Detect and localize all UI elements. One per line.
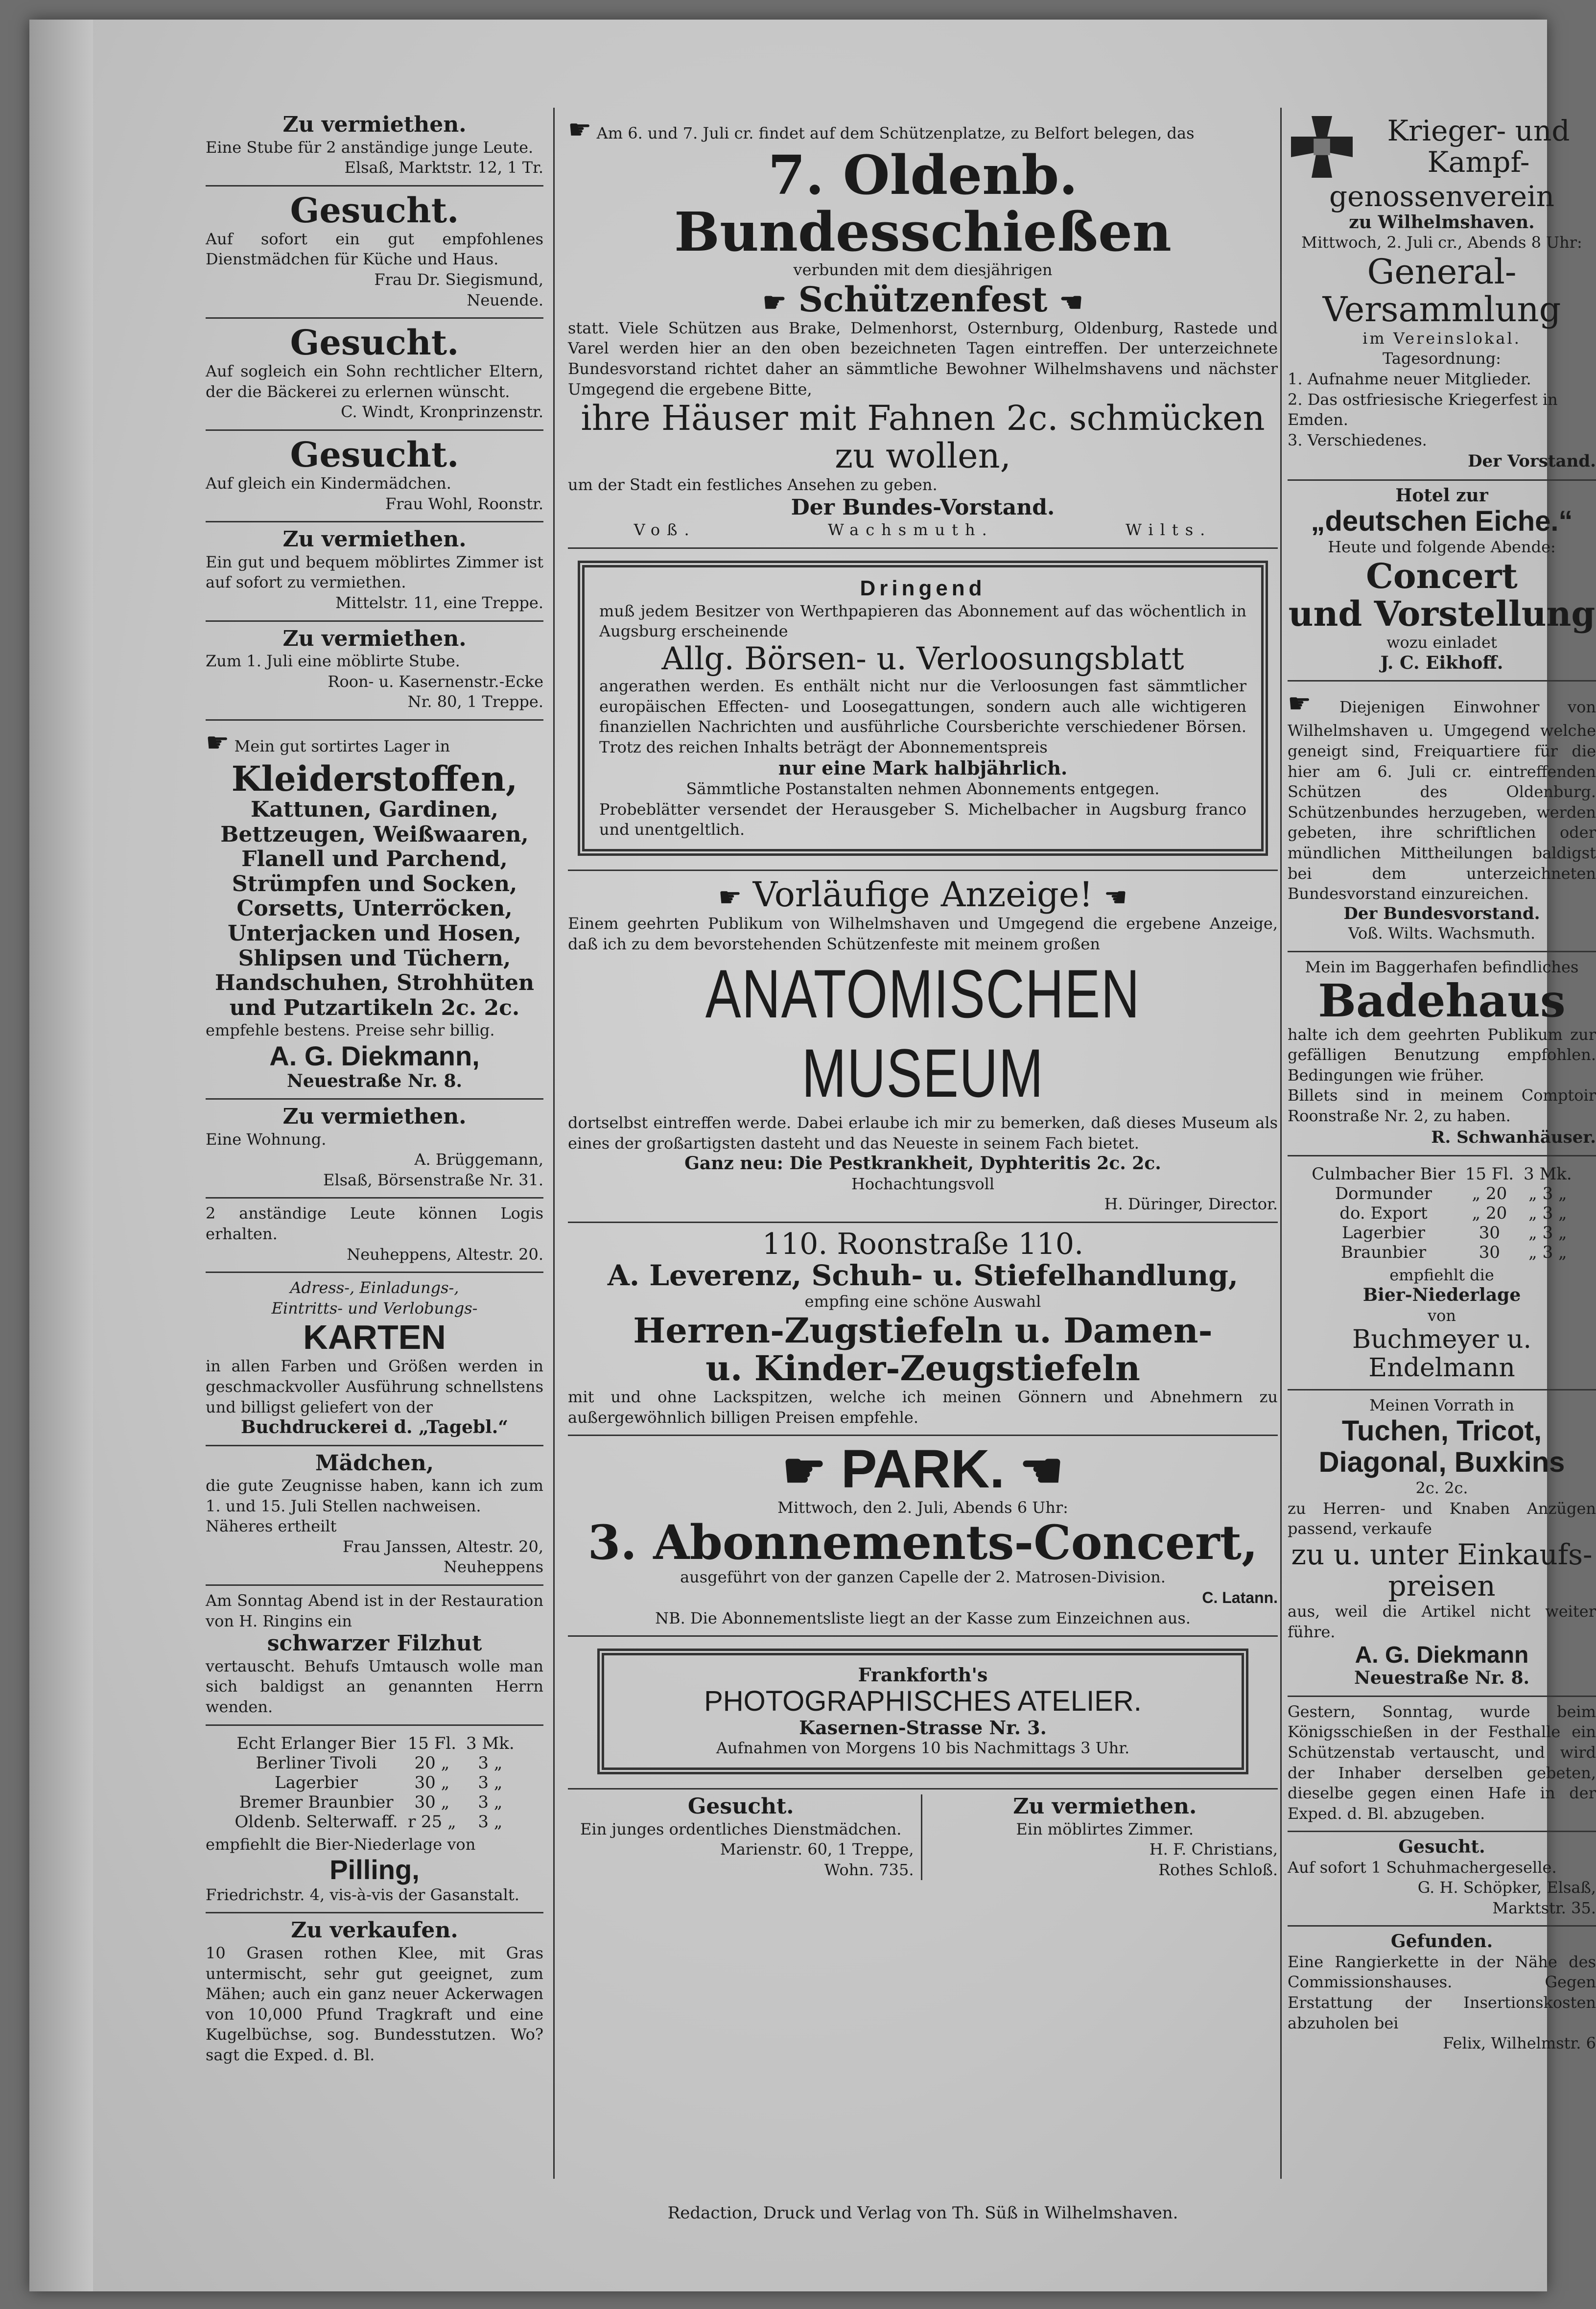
ad-headline: zu u. unter Einkaufs- <box>1291 1537 1593 1571</box>
table-cell: Berliner Tivoli <box>256 1753 377 1773</box>
ad-title: PARK. <box>841 1439 1005 1500</box>
ad-headline: Diagonal, Buxkins <box>1318 1446 1565 1479</box>
table-row <box>1307 1184 1576 1203</box>
ad-text: Auf sofort 1 Schuhmachergeselle. <box>1288 1858 1557 1877</box>
price-table <box>230 1734 519 1832</box>
ad-text: ausgeführt von der ganzen Capelle der 2. Matrosen-Division. <box>680 1568 1166 1587</box>
ad-address: Elsaß, Marktstr. 12, 1 Tr. <box>344 158 543 177</box>
ad-headline: Tuchen, Tricot, <box>1341 1415 1542 1447</box>
ad-title: Zu verkaufen. <box>291 1918 458 1943</box>
table-cell: 15 Fl. <box>407 1733 457 1753</box>
column-right <box>1288 108 1596 2061</box>
table-row <box>1307 1223 1576 1243</box>
ad-title: Kampf- <box>1427 145 1530 179</box>
ad-gesucht-2 <box>206 319 543 431</box>
ad-headline: Badehaus <box>1318 974 1566 1028</box>
table-cell: 30 „ <box>414 1772 450 1792</box>
ad-title: Zu vermiethen. <box>282 112 467 137</box>
ad-subline: wozu einladet <box>1386 633 1497 652</box>
ad-text: Am Sonntag Abend ist in der Restauration von H. Ringins ein <box>206 1591 543 1630</box>
table-row <box>230 1734 519 1753</box>
ad-intro-line <box>568 113 1278 147</box>
ad-signature: H. F. Christians, <box>1149 1840 1278 1859</box>
ad-headline: KARTEN <box>303 1318 446 1357</box>
ad-line: Handschuhen, Strohhüten <box>215 970 534 996</box>
ad-signature: Felix, Wilhelmstr. 6 <box>1443 2034 1596 2053</box>
ad-signature: Frau Janssen, Altestr. 20, <box>342 1537 543 1556</box>
ad-bier-pilling <box>206 1726 543 1914</box>
ad-kleiderstoffe <box>206 721 543 1100</box>
pointing-hand-left-icon: ☚ <box>1019 1443 1064 1499</box>
table-cell: 3 „ <box>478 1812 503 1832</box>
ad-text: dortselbst eintreffen werde. Dabei erlaube ich mir zu bemerken, daß dieses Museum als eines der großartigsten dasteht und das Neueste in seinem Fach bietet. <box>568 1113 1278 1153</box>
table-cell: do. Export <box>1339 1203 1428 1223</box>
ad-text: in allen Farben und Größen werden in geschmackvoller Ausführung schnellstens und billigst geliefert von der <box>206 1357 543 1416</box>
ad-header-text <box>1361 116 1596 178</box>
ad-headline: Concert <box>1366 556 1518 597</box>
ad-title: Zu vermiethen. <box>1013 1793 1197 1819</box>
ad-text: Auf sofort ein gut empfohlenes Dienstmädchen für Küche und Haus. <box>206 229 543 269</box>
ad-names <box>568 520 1278 541</box>
ad-title: PHOTOGRAPHISCHES ATELIER. <box>704 1685 1142 1717</box>
ad-signature: Buchdruckerei d. „Tagebl.“ <box>241 1417 508 1438</box>
ad-text: 10 Grasen rothen Klee, mit Gras untermischt, sehr gut geeignet, zum Mähen; auch ein ganz neuer Ackerwagen von 10,000 Pfund Tragkraft und eine Kugelbüchse, sog. Bundesstutzen. Wo? sagt die Exped. d. Bl. <box>206 1944 543 2064</box>
table-cell: Oldenb. Selterwaff. <box>235 1812 398 1832</box>
ad-signature: G. H. Schöpker, Elsaß, <box>1417 1878 1596 1897</box>
ad-line: Kattunen, Gardinen, <box>250 797 499 823</box>
ad-signature: C. Latann. <box>1202 1588 1278 1606</box>
ad-intro-line <box>206 726 543 760</box>
ad-address: Rothes Schloß. <box>1158 1860 1278 1879</box>
pointing-hand-icon: ☛ <box>762 286 787 318</box>
ad-text: Ein junges ordentliches Dienstmädchen. <box>580 1819 902 1838</box>
ad-headline: General- <box>1367 251 1517 292</box>
ad-headline: Allg. Börsen- u. Verloosungsblatt <box>661 640 1184 677</box>
ad-text: Einem geehrten Publikum von Wilhelmshaven und Umgegend die ergebene Anzeige, daß ich zu dem bevorstehenden Schützenfeste mit meinem großen <box>568 914 1278 953</box>
ad-kriegerverein <box>1288 108 1596 481</box>
ad-subline: verbunden mit dem diesjährigen <box>793 260 1053 280</box>
ad-zu-vermiethen-3 <box>206 622 543 721</box>
ornamental-frame <box>597 1649 1248 1774</box>
pointing-hand-icon: ☛ <box>718 881 742 913</box>
table-cell: 30 <box>1479 1223 1500 1243</box>
table-cell: „ 3 „ <box>1528 1183 1567 1203</box>
ad-title: Gesucht. <box>1398 1837 1485 1858</box>
ad-line: Adress-, Einladungs-, <box>290 1278 459 1297</box>
ad-address: Kasernen-Strasse Nr. 3. <box>799 1716 1047 1739</box>
ad-name: Bier-Niederlage <box>1362 1285 1521 1306</box>
table-row <box>230 1812 519 1832</box>
ad-maedchen <box>206 1446 543 1586</box>
ad-name: Frankforth's <box>858 1664 988 1686</box>
table-cell: 3 Mk. <box>1524 1164 1572 1184</box>
ad-badehaus <box>1288 952 1596 1156</box>
ad-bundesschiessen <box>568 108 1278 549</box>
ad-title: Gefunden. <box>1390 1931 1493 1952</box>
ad-headline: zu wollen, <box>835 436 1011 476</box>
ad-address: Neuestraße Nr. 8. <box>286 1070 463 1091</box>
column-center <box>568 108 1278 1887</box>
ad-place: Neuheppens <box>443 1557 543 1577</box>
column-rule <box>1280 108 1282 2179</box>
table-row <box>1307 1203 1576 1223</box>
ad-address: Marktstr. 35. <box>1492 1898 1596 1917</box>
table-cell: Dormunder <box>1335 1183 1432 1203</box>
ad-text: Auf gleich ein Kindermädchen. <box>206 473 451 493</box>
table-cell: Lagerbier <box>1341 1223 1425 1243</box>
pointing-hand-left-icon: ☚ <box>1059 286 1083 318</box>
table-row <box>1307 1243 1576 1262</box>
ad-text: mit und ohne Lackspitzen, welche ich meinen Gönnern und Abnehmern zu außergewöhnlich billigen Preisen empfehle. <box>568 1388 1278 1427</box>
ad-title: Gesucht. <box>290 189 459 231</box>
ad-text: Eine Wohnung. <box>206 1130 327 1149</box>
ad-hours: Aufnahmen von Morgens 10 bis Nachmittags 3 Uhr. <box>716 1739 1130 1758</box>
ad-intro: Meinen Vorrath in <box>1369 1395 1514 1414</box>
ad-text: Probeblätter versendet der Herausgeber S. Michelbacher in Augsburg franco und unentgeltlich. <box>599 800 1246 839</box>
ad-agenda-title: Tagesordnung: <box>1383 349 1501 368</box>
ad-note: NB. Die Abonnementsliste liegt an der Kasse zum Einzeichnen aus. <box>655 1608 1191 1627</box>
ad-text: Ein möblirtes Zimmer. <box>1016 1819 1194 1838</box>
ad-address: Elsaß, Börsenstraße Nr. 31. <box>323 1170 543 1189</box>
ad-header <box>1288 113 1596 181</box>
ad-text: halte ich dem geehrten Publikum zur gefälligen Benutzung empfohlen. Bedingungen wie früher. <box>1288 1025 1596 1084</box>
ad-fest-line <box>568 281 1278 318</box>
ad-title: Gesucht. <box>687 1793 794 1819</box>
table-cell: r 25 „ <box>407 1812 456 1832</box>
ad-address: Neuheppens, Altestr. 20. <box>347 1245 543 1264</box>
ad-freiquartiere <box>1288 682 1596 952</box>
ad-price: nur eine Mark halbjährlich. <box>778 757 1068 779</box>
column-rule <box>553 108 555 2179</box>
ad-text: empfiehlt die Bier-Niederlage von <box>206 1835 476 1854</box>
ad-anatomisches-museum <box>568 871 1278 1223</box>
ad-text: angerathen werden. Es enthält nicht nur die Verloosungen fast sämmtlicher europäischen Effecten- und Loosegattungen, sondern auch alle wichtigeren finanziellen Nachrichten und ausführliche Coursberichte verschiedener Börsen. Trotz des reichen Inhalts beträgt der Abonnementspreis <box>599 677 1246 756</box>
iron-cross-icon <box>1288 113 1356 181</box>
ad-headline: schwarzer Filzhut <box>267 1631 482 1656</box>
ad-text: Gestern, Sonntag, wurde beim Königsschießen in der Festhalle ein Schützenstab vertauscht, und wird der Inhaber derselben gebeten, dieselbe gegen einen Hafe in der Exped. d. Bl. abzugeben. <box>1288 1702 1596 1823</box>
ad-intro: Am 6. und 7. Juli cr. findet auf dem Schützenplatze, zu Belfort belegen, das <box>596 124 1195 142</box>
ad-text: Eine Stube für 2 anständige junge Leute. <box>206 138 534 157</box>
ad-address: Neuestraße Nr. 8. <box>1354 1668 1530 1689</box>
ornamental-frame <box>578 561 1268 856</box>
ad-zu-vermiethen-1 <box>206 108 543 187</box>
ad-karten <box>206 1273 543 1446</box>
ad-headline: 3. Abonnements-Concert, <box>587 1514 1258 1570</box>
ad-line: Flanell und Parchend, <box>241 847 508 872</box>
ad-tuchen <box>1288 1390 1596 1697</box>
ad-place: im Vereinslokal. <box>1362 329 1521 348</box>
ad-title: Vorläufige Anzeige! <box>752 874 1093 915</box>
ad-name: Wilts. <box>1126 520 1212 540</box>
ad-signature: R. Schwanhäuser. <box>1431 1127 1596 1147</box>
ad-signature: A. G. Diekmann, <box>269 1040 480 1071</box>
ad-address: Nr. 80, 1 Treppe. <box>407 692 543 711</box>
ad-subline: empfing eine schöne Auswahl <box>804 1292 1041 1311</box>
table-cell: Braunbier <box>1340 1242 1427 1262</box>
ad-schuetzenstab <box>1288 1697 1596 1833</box>
ad-zu-vermiethen-5 <box>932 1794 1278 1880</box>
table-cell: Echt Erlanger Bier <box>236 1733 396 1753</box>
ad-signature: Der Bundesvorstand. <box>1343 903 1540 923</box>
ad-subline: Heute und folgende Abende: <box>1328 537 1556 556</box>
ad-row-small <box>568 1790 1278 1887</box>
ad-gefunden <box>1288 1927 1596 2060</box>
ad-address: Mittelstr. 11, eine Treppe. <box>335 593 543 612</box>
ad-text: Hochachtungsvoll <box>851 1174 995 1193</box>
ad-text: muß jedem Besitzer von Werthpapieren das Abonnement auf das wöchentlich in Augsburg erscheinende <box>599 601 1246 641</box>
ad-subline: 2c. 2c. <box>1415 1479 1468 1497</box>
ad-title: Gesucht. <box>290 434 459 475</box>
table-cell: 30 „ <box>414 1792 450 1812</box>
ad-leverenz <box>568 1223 1278 1437</box>
column-left <box>206 108 543 2073</box>
ad-title: Zu vermiethen. <box>282 527 467 552</box>
ad-text: Diejenigen Einwohner von Wilhelmshaven u. Umgegend welche geneigt sind, Freiquartiere für die hier am 6. Juli cr. eintreffenden Schützen des Oldenburg. Schützenbundes herzugeben, werden gebeten, ihre schriftlichen oder mündlichen Mittheilungen baldigst bei dem unterzeichneten Bundesvorstand einzureichen. <box>1288 698 1596 903</box>
ad-boersenblatt <box>568 549 1278 871</box>
ad-signature: C. Windt, Kronprinzenstr. <box>341 402 543 422</box>
ad-text: Näheres ertheilt <box>206 1517 337 1536</box>
ad-signature: Der Bundes-Vorstand. <box>791 495 1055 520</box>
ad-line: Eintritts- und Verlobungs- <box>271 1298 478 1318</box>
ad-zu-vermiethen-4 <box>206 1100 543 1199</box>
ad-signature: Frau Wohl, Roonstr. <box>385 494 543 513</box>
ad-text: Sämmtliche Postanstalten nehmen Abonnements entgegen. <box>686 779 1160 799</box>
ad-text: aus, weil die Artikel nicht weiter führe. <box>1288 1602 1596 1641</box>
agenda-item: 1. Aufnahme neuer Mitglieder. <box>1288 369 1531 388</box>
ad-headline: u. Kinder-Zeugstiefeln <box>705 1348 1140 1389</box>
table-cell: „ 3 „ <box>1528 1223 1567 1243</box>
ad-signature: Buchmeyer u. Endelmann <box>1352 1325 1531 1383</box>
agenda-item: 2. Das ostfriesische Kriegerfest in Emden. <box>1288 390 1558 429</box>
ad-line: Bettzeugen, Weißwaaren, <box>220 822 529 847</box>
table-cell: „ 3 „ <box>1528 1242 1567 1262</box>
ad-intro: Mein im Baggerhafen befindliches <box>1305 957 1579 976</box>
ad-title: Mädchen, <box>315 1450 434 1476</box>
ad-title: Zu vermiethen. <box>282 626 467 651</box>
table-cell: 3 „ <box>478 1753 503 1773</box>
table-cell: 20 „ <box>414 1753 450 1773</box>
ad-headline: ANATOMISCHEN MUSEUM <box>705 955 1141 1112</box>
ad-signature: A. Brüggemann, <box>414 1150 543 1169</box>
pointing-hand-icon: ☛ <box>568 114 592 145</box>
table-cell: Lagerbier <box>274 1772 358 1792</box>
ad-headline: ihre Häuser mit Fahnen 2c. schmücken <box>581 398 1265 439</box>
ad-line: Unterjacken und Hosen, <box>228 921 521 946</box>
pointing-hand-icon: ☛ <box>782 1443 826 1499</box>
ad-text: empfehle bestens. Preise sehr billig. <box>206 1021 495 1040</box>
ad-title: Gesucht. <box>290 322 459 363</box>
ad-title-line <box>568 876 1278 914</box>
ad-place: Neuende. <box>467 290 543 309</box>
table-cell: 3 „ <box>478 1772 503 1792</box>
ad-address: Marienstr. 60, 1 Treppe, <box>720 1840 914 1859</box>
ad-line: und Putzartikeln 2c. 2c. <box>229 995 520 1020</box>
ad-deutsche-eiche <box>1288 481 1596 682</box>
ad-filzhut <box>206 1586 543 1726</box>
ad-gesucht-5 <box>1288 1832 1596 1927</box>
pointing-hand-icon: ☛ <box>206 727 230 758</box>
pointing-hand-icon: ☛ <box>1288 688 1312 719</box>
ad-headline: und Vorstellung <box>1288 593 1596 635</box>
ad-text: Eine Rangierkette in der Nähe des Commissionshauses. Gegen Erstattung der Insertionskosten abzuholen bei <box>1288 1952 1596 2032</box>
page-edge <box>29 20 93 2291</box>
ad-address: Wohn. 735. <box>824 1860 914 1879</box>
ad-title: genossenverein <box>1329 180 1554 213</box>
ad-text: empfiehlt die <box>1389 1265 1494 1284</box>
ad-headline: Herren-Zugstiefeln u. Damen- <box>633 1310 1213 1351</box>
ad-text: vertauscht. Behufs Umtausch wolle man sich baldigst an genannten Herrn wenden. <box>206 1656 543 1717</box>
ad-date: Mittwoch, 2. Juli cr., Abends 8 Uhr: <box>1301 233 1582 252</box>
table-cell: „ 20 <box>1472 1183 1507 1203</box>
ad-signature: Der Vorstand. <box>1468 451 1596 471</box>
ad-line: Strümpfen und Socken, <box>232 871 517 896</box>
ad-address: Roon- u. Kasernenstr.-Ecke <box>328 672 543 691</box>
ad-name: Voß. <box>634 520 696 540</box>
ad-line: Shlipsen und Tüchern, <box>238 945 511 971</box>
ad-gesucht-3 <box>206 431 543 522</box>
ad-title: Krieger- und <box>1387 114 1570 148</box>
ad-logis <box>206 1199 543 1273</box>
ad-signature: J. C. Eikhoff. <box>1380 652 1503 673</box>
table-row <box>230 1773 519 1792</box>
ad-signature: Pilling, <box>329 1854 420 1885</box>
agenda-item: 3. Verschiedenes. <box>1288 430 1427 449</box>
ad-address: Friedrichstr. 4, vis-à-vis der Gasanstalt. <box>206 1885 519 1904</box>
ad-headline: Versammlung <box>1322 289 1561 330</box>
ad-date: Mittwoch, den 2. Juli, Abends 6 Uhr: <box>777 1498 1068 1517</box>
ad-headline-wrap <box>568 954 1278 1113</box>
price-table <box>1307 1164 1576 1262</box>
ad-signature: A. Leverenz, Schuh- u. Stiefelhandlung, <box>607 1258 1239 1292</box>
table-cell: „ 3 „ <box>1528 1203 1567 1223</box>
ad-headline: 7. Oldenb. Bundesschießen <box>674 143 1172 263</box>
ad-gesucht-1 <box>206 187 543 319</box>
ad-text: 2 anständige Leute können Logis erhalten. <box>206 1204 543 1243</box>
table-cell: 3 Mk. <box>466 1733 515 1753</box>
ad-text: statt. Viele Schützen aus Brake, Delmenhorst, Osternburg, Oldenburg, Rastede und Varel werden hier an den oben bezeichneten Tagen eintreffen. Der unterzeichnete Bundesvorstand richtet daher an sämmtliche Bewohner Wilhelmshavens und nächster Umgegend die ergebene Bitte, <box>568 318 1278 399</box>
ad-park-concert <box>568 1436 1278 1637</box>
ad-headline: preisen <box>1388 1569 1496 1602</box>
ad-zu-verkaufen <box>206 1913 543 2072</box>
ad-text: Zum 1. Juli eine möblirte Stube. <box>206 652 460 671</box>
ad-names: Voß. Wilts. Wachsmuth. <box>1348 923 1536 942</box>
ad-text: von <box>1428 1306 1456 1325</box>
ad-line: Corsetts, Unterröcken, <box>236 896 513 921</box>
ad-subtitle: zu Wilhelmshaven. <box>1349 212 1535 233</box>
ad-text: um der Stadt ein festliches Ansehen zu geben. <box>568 475 938 495</box>
table-cell: 3 „ <box>478 1792 503 1812</box>
table-row <box>230 1792 519 1812</box>
ad-headline: Kleiderstoffen, <box>231 758 518 800</box>
ad-photo-atelier <box>568 1637 1278 1790</box>
imprint-footer: Redaction, Druck und Verlag von Th. Süß in Wilhelmshaven. <box>667 2203 1178 2223</box>
ad-text-line <box>1288 686 1596 904</box>
ad-text: Auf sogleich ein Sohn rechtlicher Eltern, der die Bäckerei zu erlernen wünscht. <box>206 362 543 401</box>
ad-intro: Mein gut sortirtes Lager in <box>234 736 450 755</box>
table-cell: Bremer Braunbier <box>239 1792 394 1812</box>
ad-name: Wachsmuth. <box>828 520 994 540</box>
ad-address: 110. Roonstraße 110. <box>762 1226 1084 1261</box>
newspaper-page <box>29 20 1596 2291</box>
ad-signature: A. G. Diekmann <box>1355 1642 1529 1668</box>
ad-title: Dringend <box>860 576 986 600</box>
ad-highlight: Ganz neu: Die Pestkrankheit, Dyphteritis 2c. 2c. <box>684 1153 1161 1174</box>
ad-text: zu Herren- und Knaben Anzügen passend, verkaufe <box>1288 1499 1596 1538</box>
pointing-hand-left-icon: ☚ <box>1103 881 1128 913</box>
ad-zu-vermiethen-2 <box>206 522 543 621</box>
ad-text: die gute Zeugnisse haben, kann ich zum 1. und 15. Juli Stellen nachweisen. <box>206 1476 543 1515</box>
ad-text: Ein gut und bequem möblirtes Zimmer ist auf sofort zu vermiethen. <box>206 552 543 592</box>
table-cell: 15 Fl. <box>1465 1164 1514 1184</box>
ad-title: Zu vermiethen. <box>282 1104 467 1129</box>
ad-fest: Schützenfest <box>798 279 1048 320</box>
table-row <box>230 1753 519 1773</box>
ad-signature: Frau Dr. Siegismund, <box>374 270 543 289</box>
ad-bier-buchmeyer <box>1288 1156 1596 1390</box>
table-cell: 30 <box>1479 1242 1500 1262</box>
ad-gesucht-4 <box>568 1794 922 1880</box>
ad-title: „deutschen Eiche.“ <box>1311 505 1573 537</box>
ad-title-line <box>568 1441 1278 1498</box>
ad-subtitle: Hotel zur <box>1395 485 1488 506</box>
table-cell: Culmbacher Bier <box>1312 1164 1455 1184</box>
table-cell: „ 20 <box>1472 1203 1507 1223</box>
table-row <box>1307 1164 1576 1184</box>
ad-text: Billets sind in meinem Comptoir Roonstraße Nr. 2, zu haben. <box>1288 1086 1596 1126</box>
ad-signature: H. Düringer, Director. <box>1104 1195 1278 1214</box>
